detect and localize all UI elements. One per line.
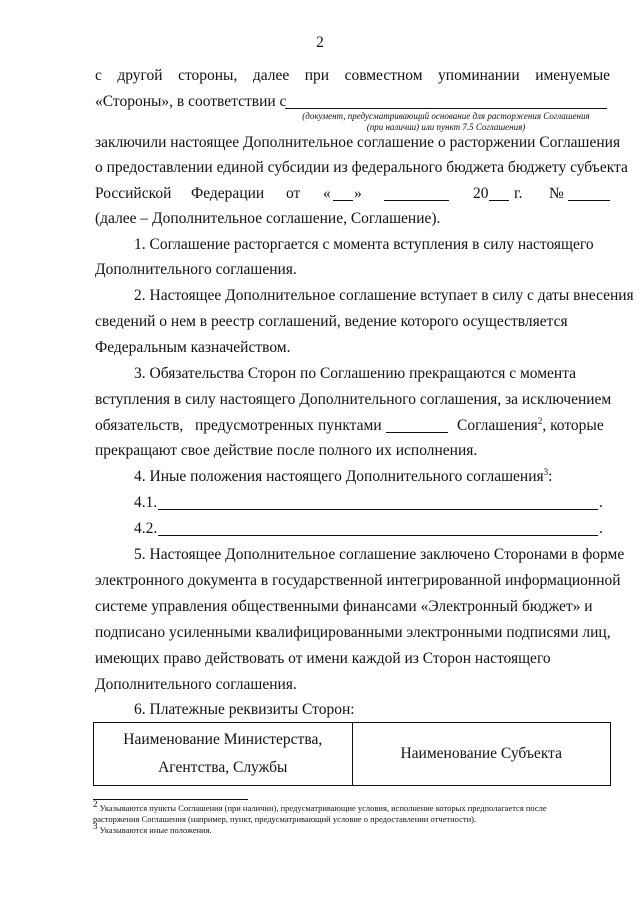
item-4-2-period: . [599,520,603,537]
word: при [304,67,330,84]
paragraph-5-line-4: подписано усиленными квалифицированными электронными подписями лиц, [95,624,611,641]
text-line-2: «Стороны», в соответствии с [95,93,287,110]
paragraph-4-text: 4. Иные положения настоящего Дополнительного соглашения [134,468,544,485]
colon: : [548,468,553,485]
subject-name-cell: Наименование Субъекта [352,723,611,786]
word: именуемые [535,67,610,84]
word-predusmotrennyh: предусмотренных [195,417,314,434]
paragraph-5-line-5: имеющих право действовать от имени каждой из Сторон настоящего [95,650,551,667]
word: с [95,67,102,84]
year-suffix: г. [514,185,523,202]
word-federatsii: Федерации [191,185,265,202]
item-4-2-blank [158,535,598,536]
item-4-1-label: 4.1. [134,494,158,511]
word-soglasheniya: Соглашения [457,417,538,434]
agreement-reference [457,417,604,435]
paragraph-4-line-1 [134,468,552,486]
doc-basis-note-1: (документ, предусматривающий основание для расторжения Соглашения [302,111,590,121]
page-number: 2 [316,34,324,51]
paragraph-1-line-2: Дополнительного соглашения. [95,261,297,278]
word: совместном [344,67,423,84]
paragraph-5-line-1: 5. Настоящее Дополнительное соглашение заключено Сторонами в форме [134,546,625,563]
paragraph-5-line-2: электронного документа в государственной интегрированной информационной [95,572,621,589]
doc-basis-blank [285,108,607,109]
footnote-2-line-1 [93,799,611,814]
item-4-1-period: . [599,494,603,511]
ministry-name-line-1: Наименование Министерства, [123,731,323,748]
word-obyazatelstv: обязательств, [95,417,184,434]
payment-requisites-table [93,722,611,786]
paragraph-2-line-1: 2. Настоящее Дополнительное соглашение вступает в силу с даты внесения [134,287,634,304]
footnote-2-line-2: расторжения Соглашения (например, пункт, предусматривающий условие о предоставлении отчетности). [93,814,477,824]
ministry-name-line-2: Агентства, Службы [158,759,288,776]
paragraph-3-line-4: прекращают свое действие после полного их исполнения. [95,442,478,459]
text-line-6: (далее – Дополнительное соглашение, Соглашение). [95,210,441,227]
text-line-3: заключили настоящее Дополнительное соглашение о расторжении Соглашения [95,134,621,151]
year-prefix: 20 [473,185,489,202]
footnote-3-mark: 3 [93,821,98,832]
number-sign: № [549,185,564,202]
word: другой [117,67,163,84]
word: упоминании [438,67,520,84]
year-blank [489,200,509,201]
points-blank [386,432,448,433]
paragraph-1-line-1: 1. Соглашение расторгается с момента вступления в силу настоящего [134,236,594,253]
doc-basis-note-2: (при наличии) или пункт 7.5 Соглашения) [366,122,526,132]
text-line-4: о предоставлении единой субсидии из федерального бюджета бюджету субъекта [95,159,628,176]
word-punktami: пунктами [318,417,382,434]
footnote-ref-2: 2 [537,415,543,426]
paragraph-2-line-3: Федеральным казначейством. [95,339,291,356]
item-4-1-blank [158,509,598,510]
paragraph-6-line-1: 6. Платежные реквизиты Сторон: [134,701,355,718]
footnote-3-text: Указываются иные положения. [99,825,212,835]
word-ot: от [286,185,301,202]
month-blank [384,200,449,201]
text-line-1 [95,67,610,85]
paragraph-3-line-2: вступления в силу настоящего Дополнительного соглашения, за исключением [95,391,612,408]
paragraph-2-line-2: сведений о нем в реестр соглашений, ведение которого осуществляется [95,313,568,330]
footnote-2-mark: 2 [93,799,98,810]
paragraph-3-line-1: 3. Обязательства Сторон по Соглашению прекращаются с момента [134,365,577,382]
footnote-3 [93,821,611,836]
quote-close: » [354,185,362,202]
word: далее [252,67,290,84]
item-4-2-label: 4.2. [134,520,158,537]
paragraph-5-line-6: Дополнительного соглашения. [95,676,297,693]
quote-open: « [323,185,331,202]
footnote-ref-3: 3 [543,466,549,477]
word-rossiyskoy: Российской [95,185,172,202]
footnote-2-text: Указываются пункты Соглашения (при наличии), предусматривающие условия, исполнение которых предполагается после [99,803,547,813]
ministry-name-cell [94,723,353,786]
number-blank [568,200,610,201]
footnote-separator [93,799,248,800]
word: стороны, [178,67,238,84]
word-kotorye: , которые [542,417,604,434]
day-blank [333,200,353,201]
paragraph-5-line-3: системе управления общественными финансами «Электронный бюджет» и [95,598,593,615]
table-row [94,723,611,786]
